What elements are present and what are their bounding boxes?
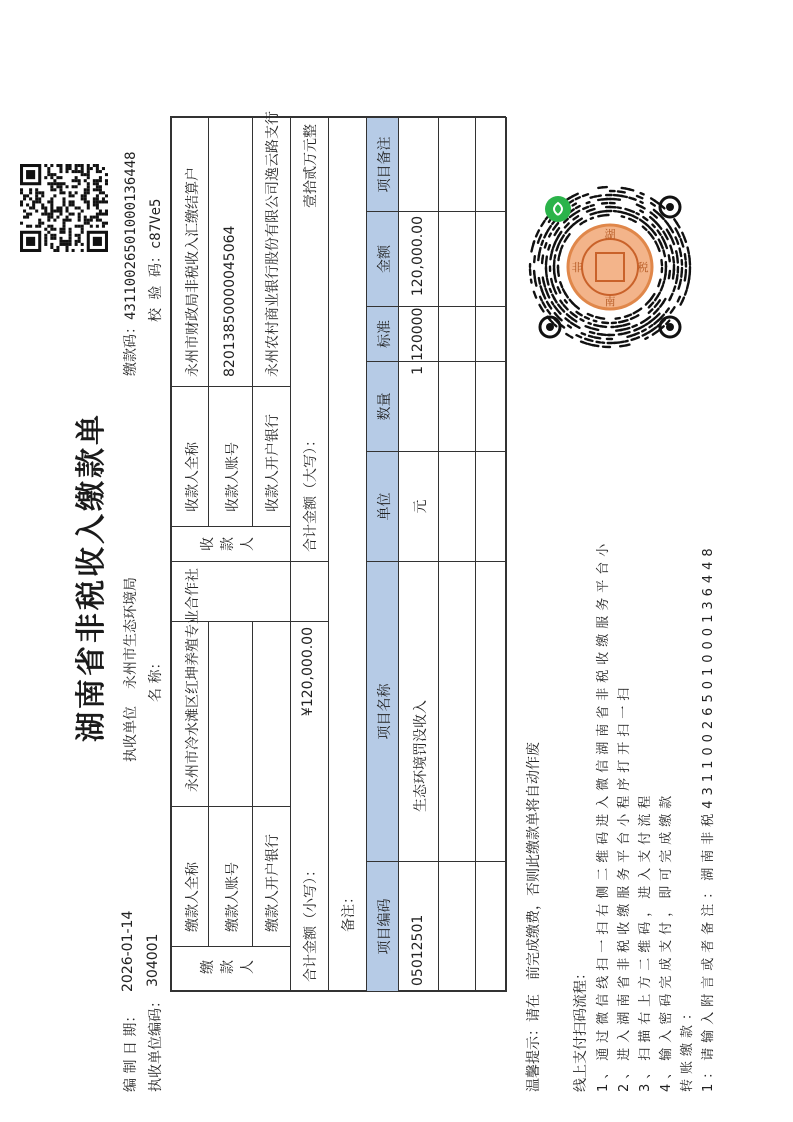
warning-text: 温馨提示：请在 前完成缴费，否则此缴款单将自动作废	[526, 742, 542, 1092]
col-header-unit: 单位	[377, 492, 393, 521]
col-line	[170, 526, 290, 527]
payer-group-label: 缴款人	[200, 960, 256, 974]
col-header-name: 项目名称	[377, 683, 393, 740]
verify-code-value: c87Ve5	[148, 198, 164, 250]
total-big-value: 壹拾贰万元整	[303, 124, 319, 208]
col-line	[170, 561, 328, 562]
col-line	[170, 806, 290, 807]
date-value: 2026-01-14	[120, 910, 136, 992]
remark-label: 备注：	[341, 890, 357, 932]
table-border-right	[170, 117, 506, 119]
payee-name-label: 收款人全称	[185, 442, 201, 512]
date-label: 编 制 日 期：	[123, 1008, 139, 1092]
total-big-label: 合计金额（大写）：	[303, 433, 319, 552]
col-line	[170, 386, 290, 387]
col-header-std: 标准	[377, 320, 393, 348]
item-name: 生态环境罚没收入	[413, 700, 429, 812]
step-2: 2、进入湖南省非税收缴服务平台小程序打开扫一扫	[617, 682, 632, 1092]
wechat-mini-program-code	[525, 182, 695, 352]
verify-code	[145, 199, 165, 322]
payment-code-value: 4311002650100013​6448	[123, 151, 139, 320]
payer-account-label: 缴款人账号	[225, 862, 241, 932]
item-amount: 120,000.00	[410, 216, 426, 297]
wechat-logo-icon	[545, 196, 571, 222]
step-1: 1、通过微信线扫一扫右侧二维码进入微信湖南省非税收缴服务平台小	[596, 538, 611, 1092]
row-line	[252, 622, 253, 947]
payment-qr-code	[20, 164, 108, 252]
payer-name-value: 永州市冷水滩区红坤养殖专业合作社	[185, 568, 201, 792]
payer-name-label: 缴款人全称	[185, 862, 201, 932]
payee-name-value: 永州市财政局非税收入汇缴结算户	[185, 167, 201, 377]
total-small-value: ¥120,000.00	[300, 627, 316, 717]
unit-name-label-2: 名 称：	[148, 655, 164, 702]
unit-name-value: 永州市生态环境局	[123, 577, 139, 689]
item-std: 120000	[410, 307, 426, 361]
transfer-title: 转账缴款：	[680, 1001, 695, 1092]
svg-text:税: 税	[637, 261, 649, 274]
payee-account-label: 收款人账号	[225, 442, 241, 512]
table-border-top	[170, 117, 172, 992]
col-header-note: 项目备注	[377, 136, 393, 193]
total-small-label: 合计金额（小写）：	[303, 863, 319, 982]
payment-code-label: 缴款码：	[123, 320, 139, 376]
item-unit: 元	[413, 499, 429, 514]
svg-text:湖: 湖	[604, 228, 616, 241]
item-code: 05012501	[410, 914, 426, 986]
step-3: 3、扫描右上方二维码，进入支付流程	[638, 790, 653, 1092]
svg-text:南: 南	[604, 295, 616, 308]
unit-code-label: 执收单位编码：	[148, 994, 164, 1092]
unit-code-value: 304001	[145, 933, 161, 987]
step-4: 4、输入密码完成支付，即可完成缴款	[659, 790, 674, 1092]
payee-bank-label: 收款人开户银行	[265, 414, 281, 512]
unit-name-label: 执收单位	[123, 706, 139, 762]
col-header-code: 项目编码	[377, 898, 393, 955]
row-line	[290, 117, 291, 992]
table-border-left	[170, 991, 506, 993]
document-title: 湖南省非税收入缴款单	[74, 412, 109, 742]
col-header-qty: 数量	[377, 392, 393, 421]
online-title: 线上支付扫码流程：	[573, 966, 589, 1092]
row-line	[328, 117, 329, 992]
transfer-note: 1：请输入附言或者备注：湖南非税4311002650100013​6448	[701, 543, 716, 1092]
payee-group-label: 收款人	[200, 537, 256, 551]
col-line	[170, 946, 290, 947]
svg-text:非: 非	[571, 261, 583, 274]
verify-code-label: 校 验 码：	[148, 249, 164, 322]
row-line	[208, 118, 209, 527]
payee-bank-value: 永州农村商业银行股份有限公司逸云路支行	[265, 111, 281, 377]
col-header-amount: 金额	[377, 245, 393, 273]
payee-account-value: 82013850000045064	[222, 225, 238, 377]
payment-code	[120, 151, 140, 376]
row-line	[208, 622, 209, 947]
row-line	[252, 118, 253, 527]
payer-bank-label: 缴款人开户银行	[265, 834, 281, 932]
item-qty: 1	[410, 366, 426, 375]
